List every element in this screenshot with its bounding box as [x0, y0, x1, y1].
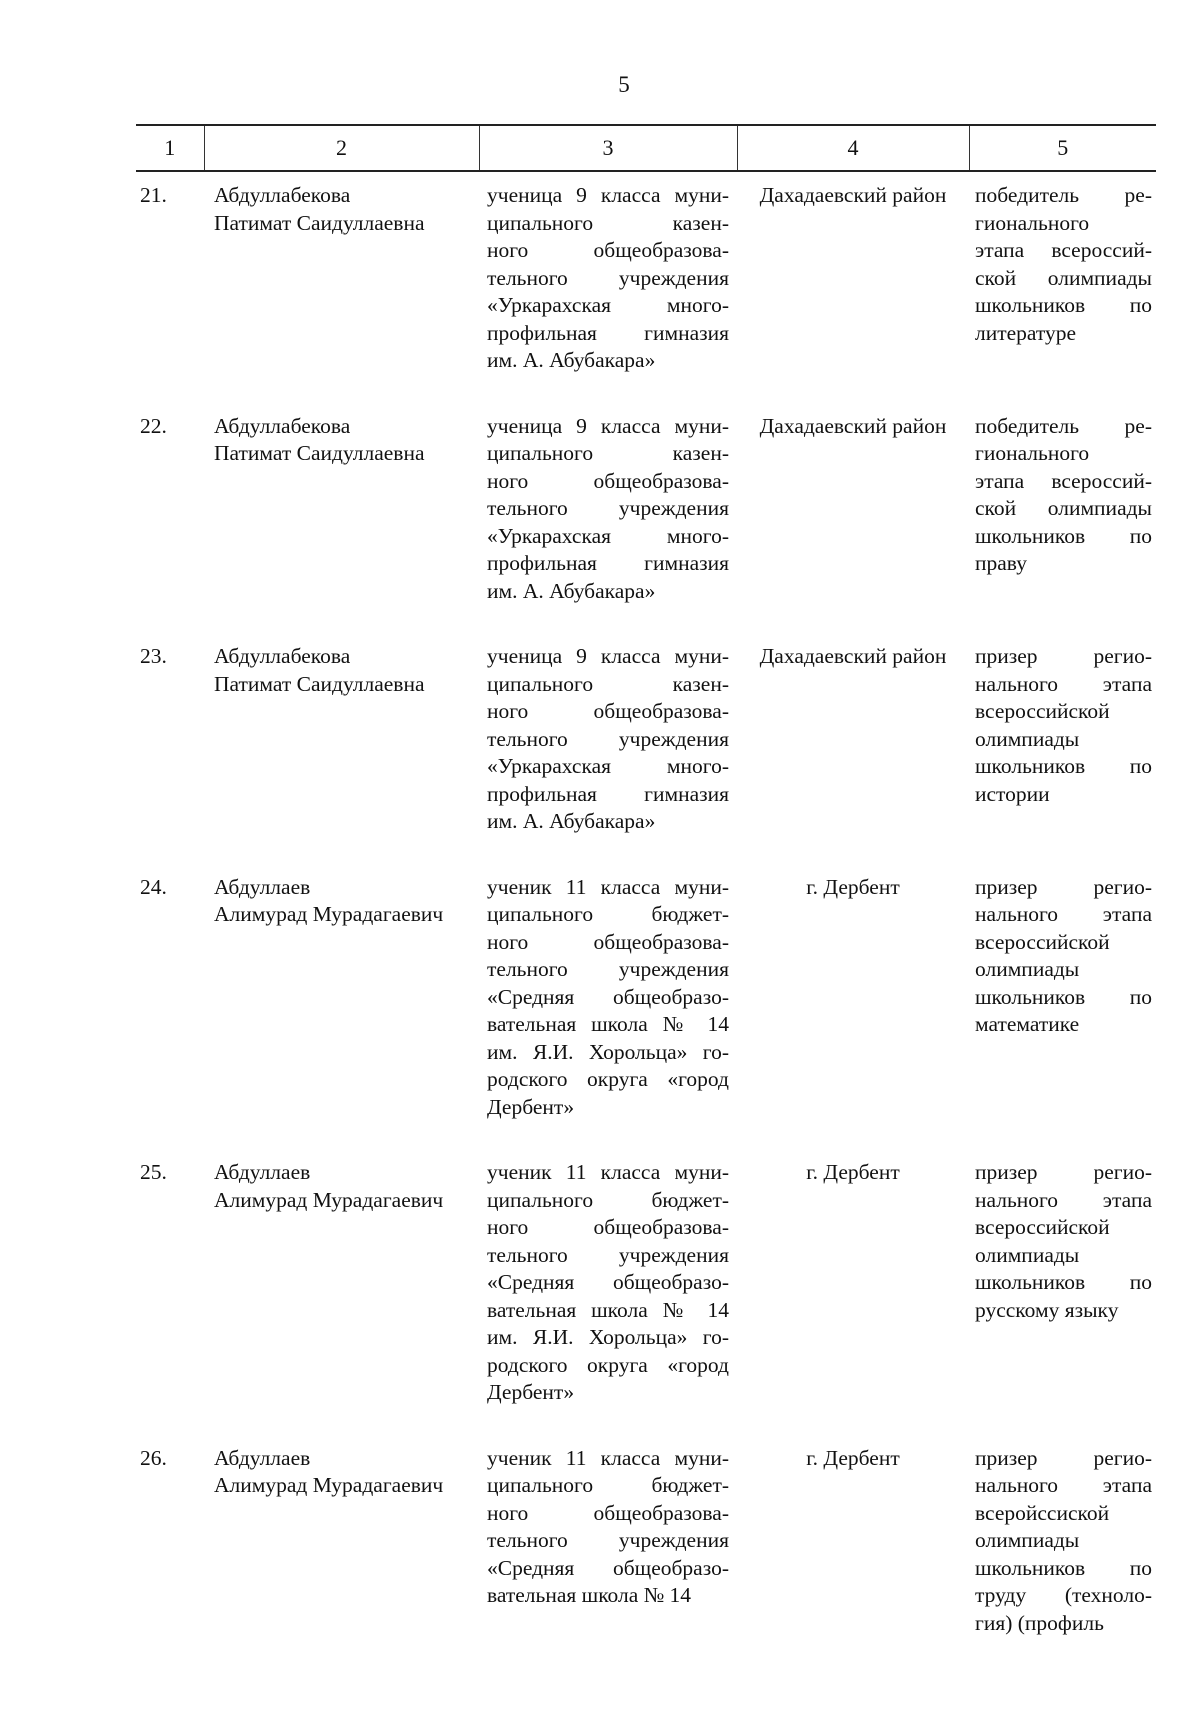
achievement [969, 403, 1156, 634]
achievement-line: ской олимпиады [975, 496, 1152, 520]
row-number: 21. [140, 183, 167, 207]
person-name [204, 633, 479, 864]
institution-line: ципального казен- [487, 441, 729, 465]
achievement-line: призер регио- [975, 874, 1152, 899]
achievement [969, 633, 1156, 864]
achievement-line: нального этапа [975, 671, 1152, 696]
table-row [136, 403, 1156, 634]
person-name-line: Алимурад Мурадагаевич [214, 1187, 444, 1212]
person-name-line: Абдуллаев [214, 1445, 311, 1470]
institution-line: Дербент» [487, 1094, 575, 1119]
institution-line: тельного учреждения [487, 957, 729, 981]
achievement-line: этапа всероссий- [975, 468, 1152, 493]
achievement-line: этапа всероссий- [975, 238, 1152, 262]
awardees-table [136, 124, 1156, 1665]
achievement [969, 171, 1156, 403]
header-row [136, 125, 1156, 171]
institution-line: вательная школа № 14 [487, 1297, 729, 1322]
achievement-line: школьников по [975, 1555, 1152, 1580]
institution-line: ципального казен- [487, 210, 729, 235]
institution-line: «Уркарахская много- [487, 293, 729, 317]
institution [479, 633, 737, 864]
table-row [136, 1435, 1156, 1666]
institution-line: ного общеобразова- [487, 1500, 729, 1525]
region: г. Дербент [806, 874, 900, 899]
table-body [136, 171, 1156, 1665]
institution-line: «Средняя общеобразо- [487, 1555, 729, 1580]
institution-line: «Уркарахская много- [487, 754, 729, 778]
page-number: 5 [618, 72, 630, 97]
region: Дахадаевский район [759, 644, 947, 668]
region: Дахадаевский район [759, 413, 947, 438]
achievement-line: победитель ре- [975, 413, 1152, 438]
row-number: 24. [140, 874, 167, 899]
achievement-line: нального этапа [975, 1187, 1152, 1212]
header-col-4: 4 [737, 125, 969, 171]
achievement-line: всеройссиской [975, 1500, 1110, 1525]
header-col-1: 1 [136, 125, 204, 171]
institution [479, 171, 737, 403]
achievement-line: школьников по [975, 754, 1152, 778]
achievement-line: математике [975, 1012, 1080, 1036]
institution-line: тельного учреждения [487, 726, 729, 751]
achievement-line: школьников по [975, 984, 1152, 1009]
institution-line: ученица 9 класса муни- [487, 644, 729, 668]
achievement [969, 864, 1156, 1150]
institution-line: им. Я.И. Хорольца» го- [487, 1325, 729, 1349]
header-col-3: 3 [479, 125, 737, 171]
person-name [204, 864, 479, 1150]
institution-line: ного общеобразова- [487, 468, 729, 493]
achievement-line: призер регио- [975, 644, 1152, 668]
table-row [136, 864, 1156, 1150]
header-col-5: 5 [969, 125, 1156, 171]
region: г. Дербент [806, 1160, 900, 1184]
person-name-line: Абдуллабекова [214, 413, 351, 438]
table-row [136, 1149, 1156, 1435]
institution-line: тельного учреждения [487, 265, 729, 290]
person-name-line: Алимурад Мурадагаевич [214, 1473, 444, 1497]
institution-line: им. А. Абубакара» [487, 578, 656, 603]
institution-line: им. Я.И. Хорольца» го- [487, 1039, 729, 1064]
achievement-line: олимпиады [975, 957, 1080, 981]
institution-line: ципального казен- [487, 671, 729, 696]
achievement [969, 1435, 1156, 1666]
institution-line: профильная гимназия [487, 781, 729, 806]
person-name-line: Патимат Саидуллаевна [214, 441, 425, 465]
institution-line: «Уркарахская много- [487, 523, 729, 548]
achievement-line: ской олимпиады [975, 265, 1152, 290]
row-number: 22. [140, 413, 167, 438]
institution-line: профильная гимназия [487, 551, 729, 575]
person-name-line: Абдуллаев [214, 1160, 311, 1184]
row-number: 26. [140, 1445, 167, 1470]
institution [479, 1149, 737, 1435]
institution-line: ного общеобразова- [487, 1215, 729, 1239]
institution-line: родского округа «город [487, 1352, 729, 1377]
institution-line: «Средняя общеобразо- [487, 1270, 729, 1294]
row-number: 23. [140, 644, 167, 668]
institution-line: «Средняя общеобразо- [487, 984, 729, 1009]
institution-line: ученица 9 класса муни- [487, 183, 729, 207]
institution-line: Дербент» [487, 1380, 575, 1404]
region: г. Дербент [806, 1445, 900, 1470]
institution-line: профильная гимназия [487, 320, 729, 345]
institution-line: тельного учреждения [487, 496, 729, 520]
achievement-line: всероссийской [975, 929, 1110, 954]
institution-line: ученик 11 класса муни- [487, 1445, 729, 1470]
institution-line: ного общеобразова- [487, 699, 729, 723]
institution-line: вательная школа № 14 [487, 1583, 692, 1607]
institution [479, 403, 737, 634]
institution [479, 1435, 737, 1666]
person-name-line: Абдуллабекова [214, 644, 351, 668]
achievement-line: олимпиады [975, 1528, 1080, 1552]
achievement-line: призер регио- [975, 1445, 1152, 1470]
institution-line: им. А. Абубакара» [487, 809, 656, 833]
achievement-line: всероссийской [975, 1215, 1110, 1239]
row-number: 25. [140, 1160, 167, 1184]
person-name-line: Абдуллаев [214, 874, 311, 899]
achievement-line: призер регио- [975, 1160, 1152, 1184]
achievement [969, 1149, 1156, 1435]
institution-line: родского округа «город [487, 1067, 729, 1091]
institution-line: тельного учреждения [487, 1242, 729, 1267]
achievement-line: праву [975, 551, 1027, 575]
achievement-line: нального этапа [975, 902, 1152, 926]
achievement-line: истории [975, 781, 1050, 806]
person-name [204, 1435, 479, 1666]
institution-line: им. А. Абубакара» [487, 348, 656, 372]
person-name [204, 403, 479, 634]
institution-line: ципального бюджет- [487, 902, 729, 926]
achievement-line: литературе [975, 320, 1077, 345]
person-name [204, 1149, 479, 1435]
person-name [204, 171, 479, 403]
table-header [136, 125, 1156, 171]
person-name-line: Патимат Саидуллаевна [214, 671, 425, 696]
achievement-line: всероссийской [975, 699, 1110, 723]
institution-line: вательная школа № 14 [487, 1012, 729, 1036]
achievement-line: гионального [975, 441, 1090, 465]
institution [479, 864, 737, 1150]
achievement-line: труду (техноло- [975, 1583, 1152, 1607]
table-row [136, 171, 1156, 403]
institution-line: ного общеобразова- [487, 238, 729, 262]
achievement-line: победитель ре- [975, 183, 1152, 207]
achievement-line: гионального [975, 210, 1090, 235]
institution-line: тельного учреждения [487, 1528, 729, 1552]
table-row [136, 633, 1156, 864]
institution-line: ципального бюджет- [487, 1473, 729, 1497]
institution-line: ученик 11 класса муни- [487, 1160, 729, 1184]
header-col-2: 2 [204, 125, 479, 171]
achievement-line: олимпиады [975, 1242, 1080, 1267]
person-name-line: Патимат Саидуллаевна [214, 210, 425, 235]
achievement-line: школьников по [975, 293, 1152, 317]
institution-line: ученик 11 класса муни- [487, 874, 729, 899]
achievement-line: школьников по [975, 1270, 1152, 1294]
achievement-line: гия) (профиль [975, 1610, 1104, 1635]
achievement-line: школьников по [975, 523, 1152, 548]
institution-line: ного общеобразова- [487, 929, 729, 954]
person-name-line: Абдуллабекова [214, 183, 351, 207]
institution-line: ученица 9 класса муни- [487, 413, 729, 438]
achievement-line: нального этапа [975, 1473, 1152, 1497]
achievement-line: олимпиады [975, 726, 1080, 751]
region: Дахадаевский район [759, 183, 947, 207]
institution-line: ципального бюджет- [487, 1187, 729, 1212]
person-name-line: Алимурад Мурадагаевич [214, 902, 444, 926]
achievement-line: русскому языку [975, 1297, 1119, 1322]
